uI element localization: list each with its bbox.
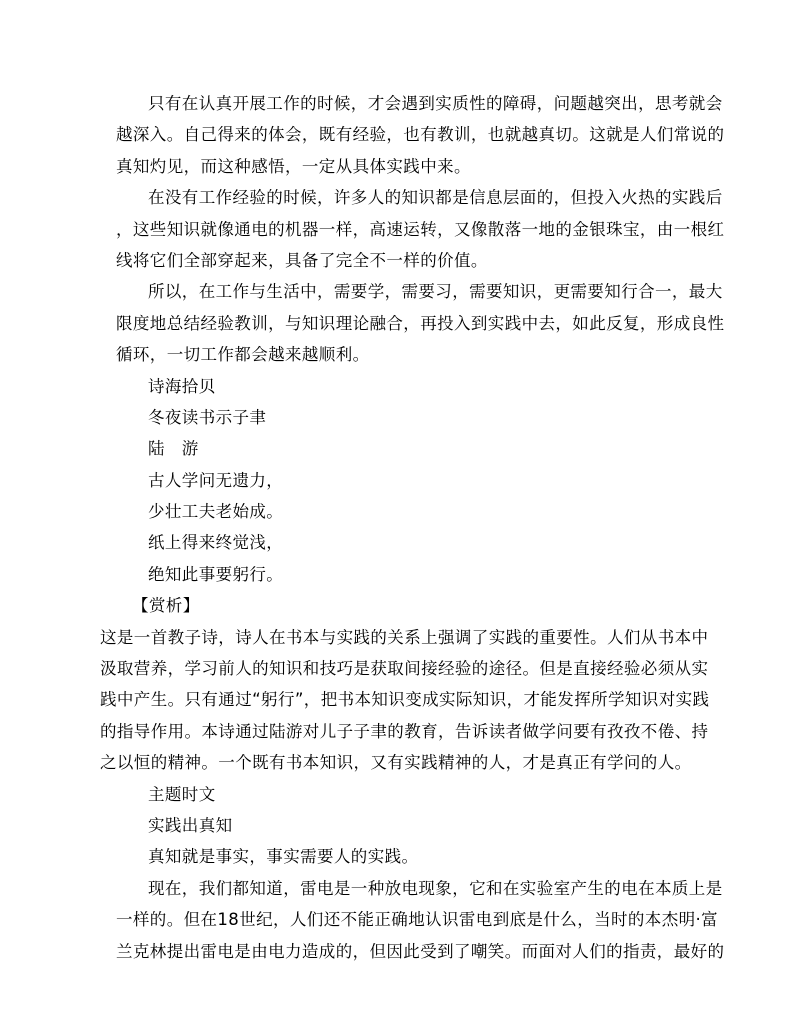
appreciation-line: 践中产生。只有通过“躬行”，把书本知识变成实际知识，才能发挥所学知识对实践	[100, 690, 710, 710]
essay-title: 实践出真知	[148, 815, 233, 835]
section-heading-essay: 主题时文	[148, 784, 216, 804]
poem-line: 绝知此事要躬行。	[148, 564, 284, 584]
paragraph-line: 兰克林提出雷电是由电力造成的，但因此受到了嘲笑。而面对人们的指责，最好的	[116, 941, 725, 961]
paragraph-line: ，这些知识就像通电的机器一样，高速运转，又像散落一地的金银珠宝，由一根红	[116, 219, 725, 239]
paragraph-line: 只有在认真开展工作的时候，才会遇到实质性的障碍，问题越突出，思考就会	[148, 94, 723, 113]
poem-line: 纸上得来终觉浅，	[148, 533, 284, 553]
paragraph-line: 在没有工作经验的时候，许多人的知识都是信息层面的，但投入火热的实践后	[148, 188, 723, 208]
paragraph-line: 真知灼见，而这种感悟，一定从具体实践中来。	[116, 156, 471, 176]
document-body	[100, 88, 725, 967]
paragraph-line: 所以，在工作与生活中，需要学，需要习，需要知识，更需要知行合一，最大	[148, 282, 723, 302]
poem-title: 冬夜读书示子聿	[148, 407, 267, 427]
paragraph-line: 限度地总结经验教训，与知识理论融合，再投入到实践中去，如此反复，形成良性	[116, 313, 725, 333]
poem-author: 陆 游	[148, 439, 199, 459]
paragraph-line: 循环，一切工作都会越来越顺利。	[116, 345, 370, 365]
essay-intro: 真知就是事实，事实需要人的实践。	[148, 847, 419, 867]
appreciation-line: 的指导作用。本诗通过陆游对儿子子聿的教育，告诉读者做学问要有孜孜不倦、持	[100, 721, 709, 741]
appreciation-line: 汲取营养，学习前人的知识和技巧是获取间接经验的途径。但是直接经验必须从实	[100, 659, 709, 679]
poem-line: 少壮工夫老始成。	[148, 502, 284, 522]
paragraph-line: 一样的。但在18世纪，人们还不能正确地认识雷电到底是什么，当时的本杰明·富	[116, 910, 719, 930]
appreciation-line: 这是一首教子诗，诗人在书本与实践的关系上强调了实践的重要性。人们从书本中	[100, 627, 709, 647]
section-heading-poem: 诗海拾贝	[148, 376, 216, 396]
paragraph-line: 线将它们全部穿起来，具备了完全不一样的价值。	[116, 250, 488, 270]
appreciation-line: 之以恒的精神。一个既有书本知识，又有实践精神的人，才是真正有学问的人。	[100, 753, 692, 773]
appreciation-label: 【赏析】	[132, 596, 200, 616]
paragraph-line: 越深入。自己得来的体会，既有经验，也有教训，也就越真切。这就是人们常说的	[116, 125, 725, 145]
poem-line: 古人学问无遗力，	[148, 470, 284, 490]
paragraph-line: 现在，我们都知道，雷电是一种放电现象，它和在实验室产生的电在本质上是	[148, 878, 723, 898]
